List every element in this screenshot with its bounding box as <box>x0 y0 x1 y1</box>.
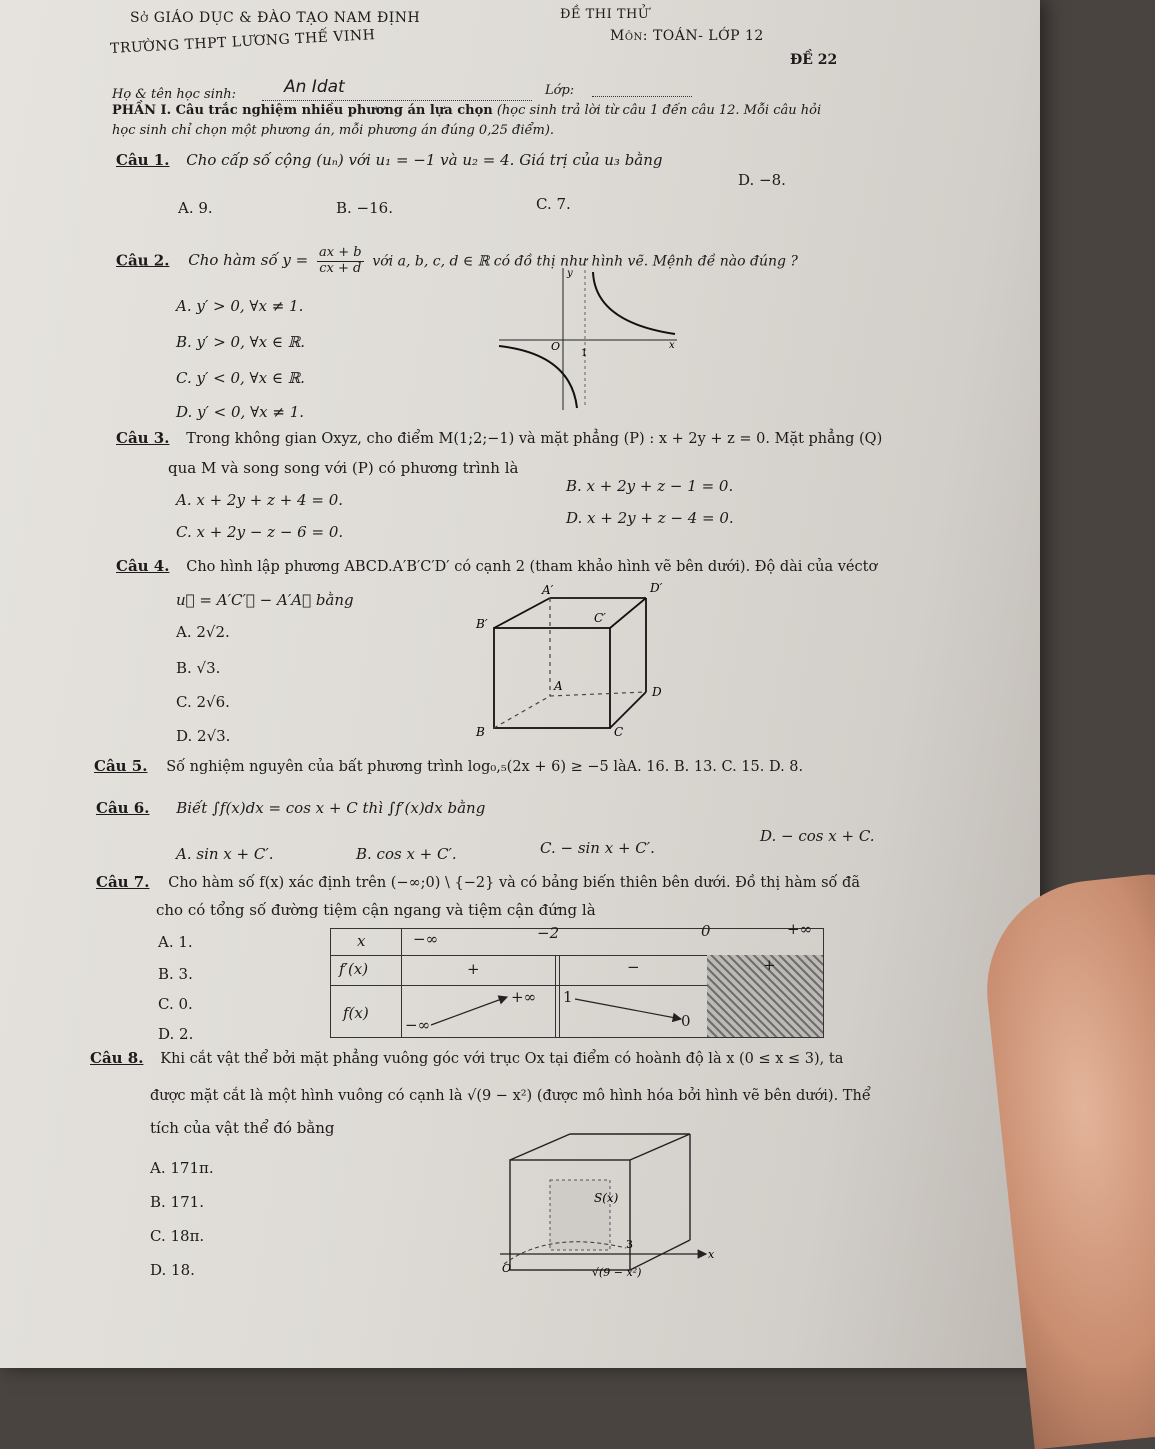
question-6-text: Biết ∫f(x)dx = cos x + C thì ∫f′(x)dx bằng <box>176 799 486 817</box>
part1-title: PHẦN I. Câu trắc nghiệm nhiều phương án lựa chọn <box>112 103 493 118</box>
table-f-value: 0 <box>681 1012 691 1030</box>
q1-option-a[interactable]: A. 9. <box>178 199 213 217</box>
table-sign: + <box>467 960 480 978</box>
q6-option-c[interactable]: C. − sin x + C′. <box>540 839 655 857</box>
question-7 <box>96 874 860 892</box>
q7-option-c[interactable]: C. 0. <box>158 995 193 1013</box>
q4-option-a[interactable]: A. 2√2. <box>176 623 230 641</box>
increasing-arrow <box>431 997 507 1025</box>
school-name: TRƯỜNG THPT LƯƠNG THẾ VINH <box>109 27 376 57</box>
table-f-value: +∞ <box>511 988 537 1006</box>
question-5 <box>94 758 803 776</box>
student-name-handwriting: An Idat <box>284 77 345 97</box>
question-3-label: Câu 3. <box>116 429 170 447</box>
question-5-text: Số nghiệm nguyên của bất phương trình log₀,₅(2x + 6) ≥ −5 làA. 16. B. 13. C. 15. D. 8. <box>166 759 804 775</box>
cube-edge <box>494 598 550 628</box>
table-x-label: x <box>357 932 366 950</box>
question-6 <box>96 800 485 817</box>
label-x: x <box>708 1248 715 1261</box>
table-f-value: −∞ <box>405 1016 431 1034</box>
question-3-text-2: qua M và song song với (P) có phương trình là <box>168 459 519 477</box>
hyperbola-graph <box>495 262 695 412</box>
table-sign: + <box>763 956 776 974</box>
graph-label-o: O <box>551 340 561 353</box>
q7-option-d[interactable]: D. 2. <box>158 1025 194 1043</box>
table-x-value: 0 <box>701 922 711 940</box>
question-3-text: Trong không gian Oxyz, cho điểm M(1;2;−1) và mặt phẳng (P) : x + 2y + z = 0. Mặt phẳng (Q) <box>186 431 883 447</box>
q7-option-a[interactable]: A. 1. <box>158 933 193 951</box>
table-f-label: f(x) <box>343 1004 369 1022</box>
cube-label-c-prime: C′ <box>594 611 606 625</box>
q1-option-d[interactable]: D. −8. <box>738 171 786 189</box>
table-f-value: 1 <box>563 988 573 1006</box>
part1-instruction-2: học sinh chỉ chọn một phương án, mỗi phương án đúng 0,25 điểm). <box>112 123 555 138</box>
question-4-label: Câu 4. <box>116 557 170 575</box>
label-sqrt: √(9 − x²) <box>592 1266 642 1279</box>
cube-figure <box>470 581 690 740</box>
q6-option-d[interactable]: D. − cos x + C. <box>760 827 875 845</box>
student-name-field <box>262 78 532 101</box>
cube-label-b-prime: B′ <box>476 617 488 631</box>
variation-table <box>330 920 824 1038</box>
question-7-label: Câu 7. <box>96 873 150 891</box>
label-3: 3 <box>626 1238 633 1251</box>
exam-title: ĐỀ THI THỬ <box>560 7 650 22</box>
department-name: Sở GIÁO DỤC & ĐÀO TẠO NAM ĐỊNH <box>130 10 421 26</box>
q2-option-c[interactable]: C. y′ < 0, ∀x ∈ ℝ. <box>176 369 305 387</box>
fraction-numerator: ax + b <box>319 245 362 260</box>
label-s-x: S(x) <box>594 1191 619 1205</box>
q6-option-a[interactable]: A. sin x + C′. <box>176 845 274 863</box>
table-arrows <box>331 985 823 1037</box>
cube-label-d: D <box>652 685 662 699</box>
question-2-label: Câu 2. <box>116 251 170 270</box>
graph-label-y: y <box>567 268 573 279</box>
q8-option-c[interactable]: C. 18π. <box>150 1227 205 1245</box>
graph-branch-left <box>499 346 577 408</box>
table-fprime-label: f′(x) <box>339 960 369 978</box>
question-2-fraction <box>317 246 364 277</box>
question-4-text: Cho hình lập phương ABCD.A′B′C′D′ có cạnh 2 (tham khảo hình vẽ bên dưới). Độ dài của véctơ <box>186 559 878 575</box>
q4-option-d[interactable]: D. 2√3. <box>176 727 231 745</box>
q2-option-a[interactable]: A. y′ > 0, ∀x ≠ 1. <box>176 297 304 315</box>
question-8-text-3: tích của vật thể đó bằng <box>150 1119 335 1137</box>
decreasing-arrow <box>575 999 681 1019</box>
question-1 <box>116 152 663 169</box>
q8-option-b[interactable]: B. 171. <box>150 1193 204 1211</box>
table-sign: − <box>627 958 640 976</box>
question-8-text: Khi cắt vật thể bởi mặt phẳng vuông góc với trục Ox tại điểm có hoành độ là x (0 ≤ x ≤ 3), ta <box>160 1051 844 1067</box>
q2-option-d[interactable]: D. y′ < 0, ∀x ≠ 1. <box>176 403 305 421</box>
question-4 <box>116 558 877 576</box>
q4-option-c[interactable]: C. 2√6. <box>176 693 230 711</box>
label-o: O <box>502 1262 512 1275</box>
exam-code: ĐỀ 22 <box>790 52 838 68</box>
cube-label-a: A <box>554 679 563 693</box>
solid-edge <box>510 1134 570 1160</box>
question-2-text-post: với a, b, c, d ∈ ℝ có đồ thị như hình vẽ. Mệnh đề nào đúng ? <box>372 253 798 270</box>
question-2-text-pre: Cho hàm số y = <box>188 251 309 270</box>
cube-edge <box>610 598 646 628</box>
graph-label-1: 1 <box>581 348 588 359</box>
q7-option-b[interactable]: B. 3. <box>158 965 193 983</box>
question-1-label: Câu 1. <box>116 151 170 169</box>
class-field <box>592 82 692 97</box>
cube-label-a-prime: A′ <box>542 583 554 597</box>
question-2 <box>116 246 798 277</box>
question-8-text-2: được mặt cắt là một hình vuông có cạnh là √(9 − x²) (được mô hình hóa bởi hình vẽ bên dưới). Thể <box>150 1088 871 1104</box>
question-8 <box>90 1050 843 1068</box>
class-label: Lớp: <box>545 83 575 98</box>
q3-option-d[interactable]: D. x + 2y + z − 4 = 0. <box>566 509 734 527</box>
q3-option-a[interactable]: A. x + 2y + z + 4 = 0. <box>176 491 344 509</box>
cube-label-d-prime: D′ <box>650 581 663 595</box>
question-3 <box>116 430 882 448</box>
question-6-label: Câu 6. <box>96 799 150 817</box>
cube-edge <box>610 692 646 728</box>
graph-branch-right <box>593 272 675 334</box>
q8-option-a[interactable]: A. 171π. <box>150 1159 214 1177</box>
question-7-text: Cho hàm số f(x) xác định trên (−∞;0) \ {−2} và có bảng biến thiên bên dưới. Đồ thị hàm số đã <box>168 875 860 891</box>
cube-hidden-edge <box>494 696 550 728</box>
q6-option-b[interactable]: B. cos x + C′. <box>356 845 457 863</box>
solid-edge <box>630 1134 690 1160</box>
q1-option-b[interactable]: B. −16. <box>336 199 393 217</box>
q8-option-d[interactable]: D. 18. <box>150 1261 195 1279</box>
q1-option-c[interactable]: C. 7. <box>536 195 571 213</box>
graph-label-x: x <box>669 340 675 351</box>
cube-hidden-edge <box>550 692 646 696</box>
cube-label-c: C <box>614 725 624 739</box>
solid-figure <box>490 1130 720 1290</box>
question-1-text: Cho cấp số cộng (uₙ) với u₁ = −1 và u₂ = 4. Giá trị của u₃ bằng <box>186 151 663 169</box>
fraction-denominator: cx + d <box>319 260 362 276</box>
q2-option-b[interactable]: B. y′ > 0, ∀x ∈ ℝ. <box>176 333 306 351</box>
table-x-value: +∞ <box>787 920 813 938</box>
cube-label-b: B <box>476 725 485 739</box>
question-8-label: Câu 8. <box>90 1049 144 1067</box>
student-name-label: Họ & tên học sinh: <box>112 87 236 102</box>
part1-instruction-1: (học sinh trả lời từ câu 1 đến câu 12. Mỗi câu hỏi <box>496 103 822 118</box>
q3-option-b[interactable]: B. x + 2y + z − 1 = 0. <box>566 477 734 495</box>
table-x-value: −2 <box>537 924 560 942</box>
q4-option-b[interactable]: B. √3. <box>176 659 221 677</box>
question-5-label: Câu 5. <box>94 757 148 775</box>
part1-heading <box>112 104 821 119</box>
table-x-value: −∞ <box>413 930 439 948</box>
question-7-text-2: cho có tổng số đường tiệm cận ngang và tiệm cận đứng là <box>156 901 596 919</box>
subject: Môn: TOÁN- LỚP 12 <box>610 28 764 44</box>
cube-front-face <box>494 628 610 728</box>
question-4-text-2: u⃗ = A′C′⃗ − A′A⃗ bằng <box>176 591 354 609</box>
q3-option-c[interactable]: C. x + 2y − z − 6 = 0. <box>176 523 344 541</box>
